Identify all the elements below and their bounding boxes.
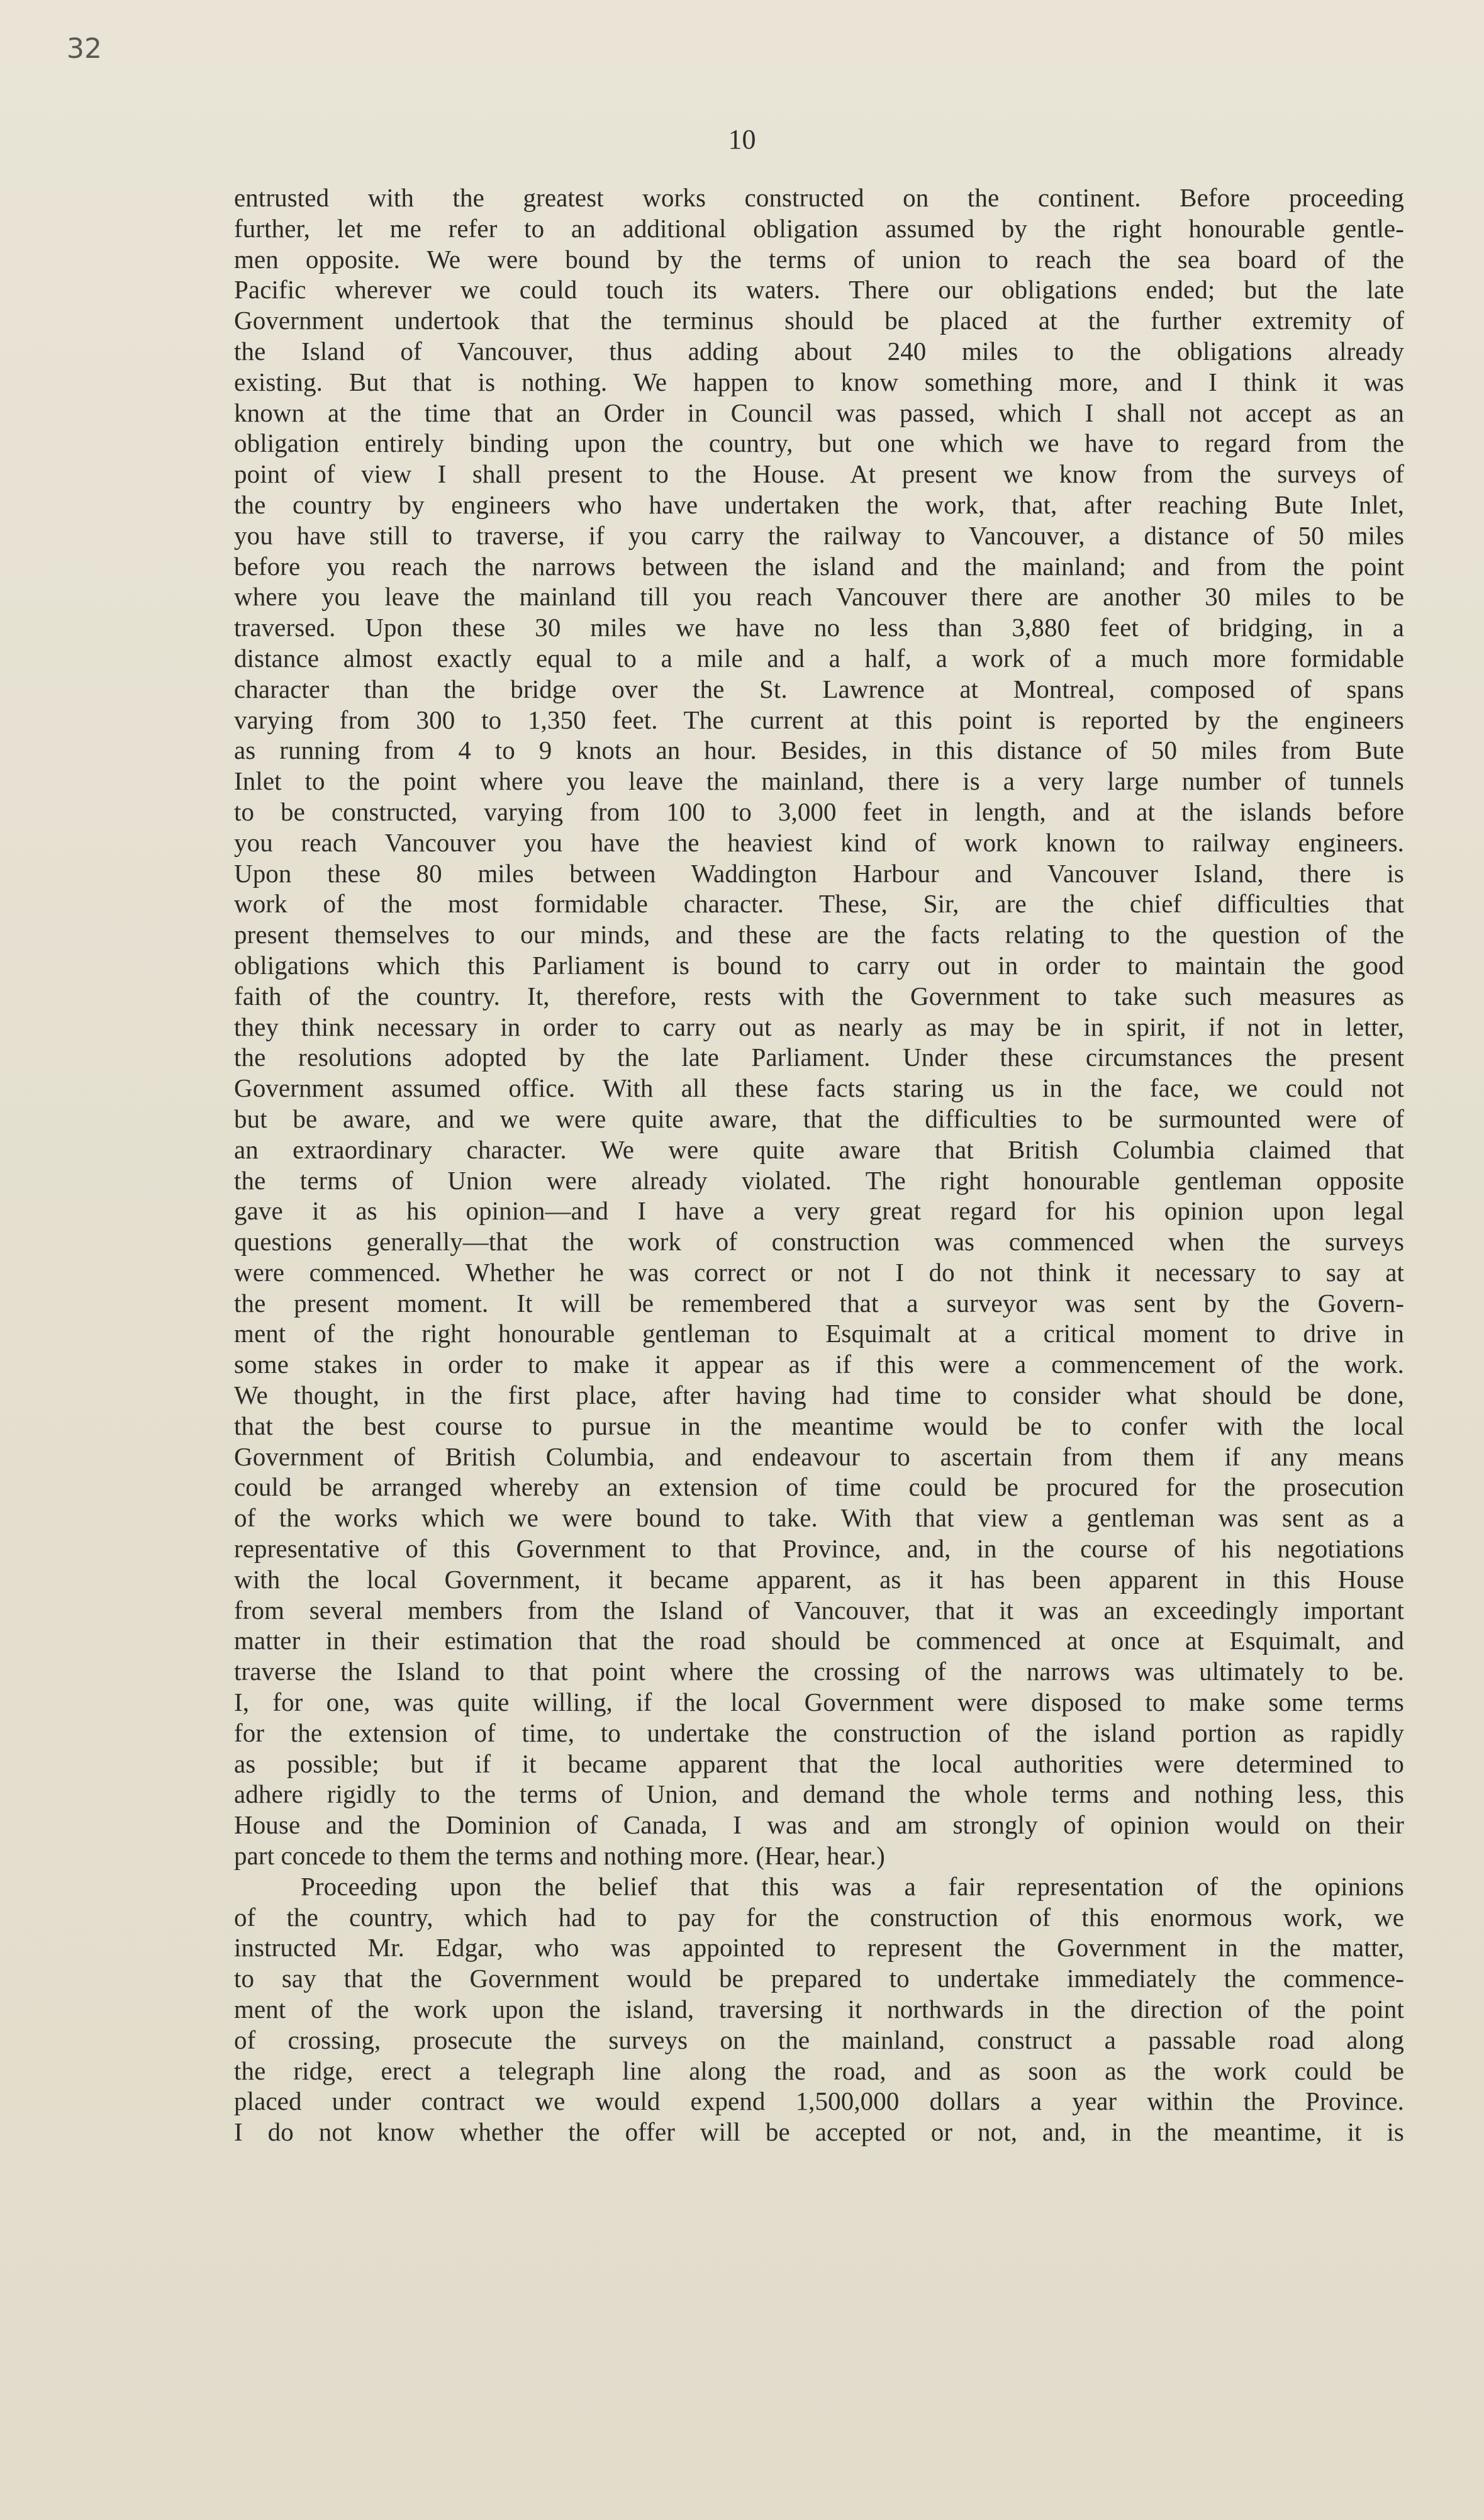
text-line: representative of this Government to that Province, and, in the course of his negotiations — [234, 1534, 1404, 1564]
text-line: but be aware, and we were quite aware, that the difficulties to be surmounted were of — [234, 1104, 1404, 1133]
text-line: known at the time that an Order in Council was passed, which I shall not accept as an — [234, 398, 1404, 427]
text-line: Government undertook that the terminus should be placed at the further extremity of — [234, 306, 1404, 335]
text-line: some stakes in order to make it appear as if this were a commencement of the work. — [234, 1350, 1404, 1379]
text-line: an extraordinary character. We were quite aware that British Columbia claimed that — [234, 1134, 1404, 1164]
text-line: further, let me refer to an additional obligation assumed by the right honourable gentle- — [234, 213, 1404, 243]
text-line: they think necessary in order to carry out as nearly as may be in spirit, if not in letter, — [234, 1012, 1404, 1041]
text-line: House and the Dominion of Canada, I was and am strongly of opinion would on their — [234, 1810, 1404, 1840]
text-line: questions generally—that the work of construction was commenced when the surveys — [234, 1227, 1404, 1257]
text-line: adhere rigidly to the terms of Union, and demand the whole terms and nothing less, this — [234, 1779, 1404, 1809]
text-line: were commenced. Whether he was correct or not I do not think it necessary to say at — [234, 1257, 1404, 1287]
text-line: men opposite. We were bound by the terms of union to reach the sea board of the — [234, 244, 1404, 274]
text-line: of the country, which had to pay for the construction of this enormous work, we — [234, 1902, 1404, 1932]
text-line: the ridge, erect a telegraph line along the road, and as soon as the work could be — [234, 2056, 1404, 2085]
text-line: the present moment. It will be remembered that a surveyor was sent by the Govern- — [234, 1288, 1404, 1318]
text-line: existing. But that is nothing. We happen to know something more, and I think it was — [234, 367, 1404, 396]
text-line: part concede to them the terms and nothing more. (Hear, hear.) — [234, 1841, 885, 1871]
text-line: varying from 300 to 1,350 feet. The current at this point is reported by the engineers — [234, 705, 1404, 734]
text-line: Inlet to the point where you leave the mainland, there is a very large number of tunnels — [234, 766, 1404, 796]
text-line: could be arranged whereby an extension of time could be procured for the prosecution — [234, 1472, 1404, 1502]
text-line: I, for one, was quite willing, if the local Government were disposed to make some terms — [234, 1688, 1404, 1717]
text-line: ment of the work upon the island, traversing it northwards in the direction of the point — [234, 1995, 1404, 2024]
text-line: as running from 4 to 9 knots an hour. Besides, in this distance of 50 miles from Bute — [234, 736, 1404, 765]
text-line: of the works which we were bound to take. With that view a gentleman was sent as a — [234, 1503, 1404, 1533]
page-number: 10 — [728, 124, 756, 155]
text-line: as possible; but if it became apparent that the local authorities were determined to — [234, 1749, 1404, 1778]
text-line: point of view I shall present to the House. At present we know from the surveys of — [234, 459, 1404, 489]
text-line: where you leave the mainland till you reach Vancouver there are another 30 miles to be — [234, 582, 1404, 612]
text-line: obligations which this Parliament is bound to carry out in order to maintain the good — [234, 950, 1404, 980]
text-line: ment of the right honourable gentleman to Esquimalt at a critical moment to drive in — [234, 1319, 1404, 1348]
text-line: Pacific wherever we could touch its waters. There our obligations ended; but the late — [234, 275, 1404, 305]
text-line: traversed. Upon these 30 miles we have no less than 3,880 feet of bridging, in a — [234, 613, 1404, 642]
text-line: traverse the Island to that point where the crossing of the narrows was ultimately to be. — [234, 1657, 1404, 1686]
text-line: that the best course to pursue in the meantime would be to confer with the local — [234, 1411, 1404, 1440]
text-line: Government assumed office. With all these facts staring us in the face, we could not — [234, 1073, 1404, 1103]
text-line: of crossing, prosecute the surveys on the mainland, construct a passable road along — [234, 2025, 1404, 2054]
body-text — [234, 182, 1404, 2148]
text-line: to be constructed, varying from 100 to 3,000 feet in length, and at the islands before — [234, 797, 1404, 826]
text-line: faith of the country. It, therefore, rests with the Government to take such measures as — [234, 981, 1404, 1011]
text-line: instructed Mr. Edgar, who was appointed to represent the Government in the matter, — [234, 1933, 1404, 1963]
text-line: I do not know whether the offer will be accepted or not, and, in the meantime, it is — [234, 2117, 1404, 2147]
text-line: for the extension of time, to undertake the construction of the island portion as rapidly — [234, 1718, 1404, 1747]
text-line: the country by engineers who have undertaken the work, that, after reaching Bute Inlet, — [234, 490, 1404, 519]
paragraph-first-line: Proceeding upon the belief that this was a fair representation of the opinions — [301, 1871, 1404, 1901]
text-line: entrusted with the greatest works constructed on the continent. Before proceeding — [234, 183, 1404, 212]
text-line: We thought, in the first place, after having had time to consider what should be done, — [234, 1380, 1404, 1410]
text-line: distance almost exactly equal to a mile and a half, a work of a much more formidable — [234, 643, 1404, 673]
text-line: Upon these 80 miles between Waddington Harbour and Vancouver Island, there is — [234, 858, 1404, 888]
text-line: gave it as his opinion—and I have a very great regard for his opinion upon legal — [234, 1196, 1404, 1226]
text-line: with the local Government, it became apparent, as it has been apparent in this House — [234, 1564, 1404, 1594]
text-line: you reach Vancouver you have the heaviest kind of work known to railway engineers. — [234, 827, 1404, 857]
text-line: from several members from the Island of Vancouver, that it was an exceedingly important — [234, 1595, 1404, 1625]
text-line: to say that the Government would be prepared to undertake immediately the commence- — [234, 1964, 1404, 1993]
text-line: the terms of Union were already violated. The right honourable gentleman opposite — [234, 1165, 1404, 1195]
text-line: you have still to traverse, if you carry the railway to Vancouver, a distance of 50 miles — [234, 520, 1404, 550]
text-line: before you reach the narrows between the island and the mainland; and from the point — [234, 551, 1404, 581]
text-line: matter in their estimation that the road should be commenced at once at Esquimalt, and — [234, 1626, 1404, 1655]
text-line: the Island of Vancouver, thus adding about 240 miles to the obligations already — [234, 336, 1404, 366]
text-line: present themselves to our minds, and these are the facts relating to the question of the — [234, 920, 1404, 949]
text-line: obligation entirely binding upon the country, but one which we have to regard from the — [234, 428, 1404, 458]
text-line: character than the bridge over the St. Lawrence at Montreal, composed of spans — [234, 674, 1404, 703]
text-line: placed under contract we would expend 1,500,000 dollars a year within the Province. — [234, 2086, 1404, 2116]
folio-number: 32 — [67, 33, 102, 65]
text-line: the resolutions adopted by the late Parliament. Under these circumstances the present — [234, 1043, 1404, 1072]
text-line: Government of British Columbia, and endeavour to ascertain from them if any means — [234, 1442, 1404, 1471]
text-line: work of the most formidable character. These, Sir, are the chief difficulties that — [234, 889, 1404, 919]
